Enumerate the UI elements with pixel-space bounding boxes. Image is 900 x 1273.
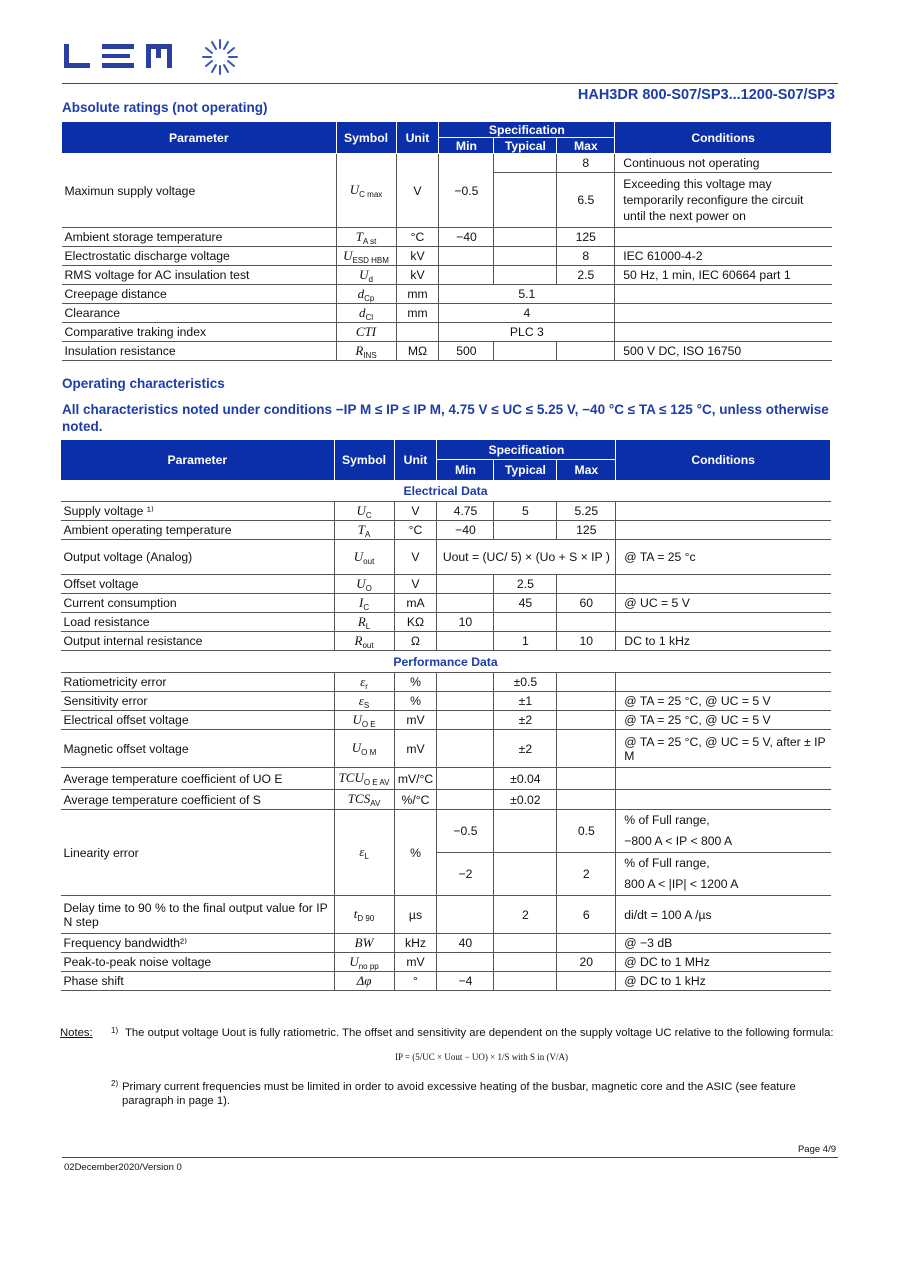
table-row: Insulation resistance $R_{INS}$ MΩ 500 500 V DC, ISO 16750 xyxy=(62,342,832,361)
table-row: Load resistance $R_L$ KΩ 10 xyxy=(61,613,831,632)
absolute-ratings-title: Absolute ratings (not operating) xyxy=(62,100,268,115)
table-row: Output internal resistance $R_{out}$ Ω 1 10 DC to 1 kHz xyxy=(61,632,831,651)
table-row: Output voltage (Analog) $U_{out}$ V Uout = (UC/ 5) × (Uo + S × IP ) @ TA = 25 °c xyxy=(61,540,831,575)
footer-rule xyxy=(62,1157,838,1158)
document-title: HAH3DR 800-S07/SP3...1200-S07/SP3 xyxy=(577,87,835,103)
col-parameter: Parameter xyxy=(62,122,337,154)
operating-title: Operating characteristics xyxy=(62,376,225,391)
table-row: Average temperature coefficient of S $TCS_{AV}$ %/°C ±0.02 xyxy=(61,790,831,810)
col-typ: Typical xyxy=(494,138,557,154)
absolute-ratings-table xyxy=(61,121,832,361)
note1-text: The output voltage Uout is fully ratiometric. The offset and sensitivity are dependent on the supply voltage UC relative to the following formula: xyxy=(125,1027,834,1039)
table-row: Peak-to-peak noise voltage $U_{no pp}$ mV 20 @ DC to 1 MHz xyxy=(61,953,831,972)
table-row: Sensitivity error $\varepsilon_S$ % ±1 @ TA = 25 °C, @ UC = 5 V xyxy=(61,692,831,711)
table-row: Ambient storage temperature $T_{A st}$ °C −40 125 xyxy=(62,228,832,247)
table-row: Average temperature coefficient of UO E $TCU_{O E AV}$ mV/°C ±0.04 xyxy=(61,768,831,790)
performance-data-band: Performance Data xyxy=(61,651,831,673)
col-symbol: Symbol xyxy=(336,122,396,154)
table-row: −2 2 % of Full range, 800 A < |IP| < 1200 A xyxy=(61,853,831,896)
note1-formula: IP = (5/UC × Uout − UO) × 1/S with S in (V/A) xyxy=(395,1052,568,1062)
table-row: Current consumption $I_C$ mA 45 60 @ UC = 5 V xyxy=(61,594,831,613)
lem-logo xyxy=(64,36,244,85)
table-row: Comparative traking index CTI PLC 3 xyxy=(62,323,832,342)
note1-mark: 1) xyxy=(111,1026,119,1035)
notes-label: Notes: xyxy=(60,1027,93,1039)
table-row: Clearance $d_{Cl}$ mm 4 xyxy=(62,304,832,323)
operating-subtitle: All characteristics noted under conditions −IP M ≤ IP ≤ IP M, 4.75 V ≤ UC ≤ 5.25 V, −40 °C ≤ TA ≤ 125 °C, unless otherwise noted. xyxy=(62,402,829,434)
table-row: Electrical offset voltage $U_{O E}$ mV ±2 @ TA = 25 °C, @ UC = 5 V xyxy=(61,711,831,730)
table-row: 6.5 Exceeding this voltage may temporarily reconfigure the circuit until the next power on xyxy=(62,173,832,228)
operating-table: Parameter Symbol Unit Specification Conditions Min Typical Max Electrical Data Supply voltage ¹⁾ $U_C$ V 4.75 5 5.25 Ambient operating temperature $T_A$ °C −40 125 Output voltage (Analog) $U_{out}$ V Uout = (UC/ 5) × (Uo + S × IP ) @ TA = 25 °c Offset voltage $U_O$ V 2.5 Current consumption $I_C$ mA 45 60 @ UC = 5 V Load resistance $R_L$ KΩ 10 Output internal resistance $R_{out}$ Ω 1 10 DC to 1 kHz Performance Data Ratiometricity error $\varepsilon_r$ % ±0.5 Sensitivity error $\varepsilon_S$ % ±1 @ TA = 25 °C, @ UC = 5 V Electrical offset voltage $U_{O E}$ mV ±2 @ TA = 25 °C, @ UC = 5 V Magnetic offset voltage $U_{O M}$ mV ±2 @ TA = 25 °C, @ UC = 5 V, after ± IP M Average temperature coefficient of UO E $TCU_{O E AV}$ mV/°C ±0.04 Average temperature coefficient of S $TCS_{AV}$ %/°C ±0.02 Linearity error $\varepsilon_L$ % −0.5 0.5 % of Full range, −800 A < IP < 800 A −2 2 % of Full range, 800 A < |IP| < 1200 A Delay time to 90 % to the final output value for IP N step $t_{D 90}$ µs 2 6 di/dt = 100 A /µs Frequency bandwidth²⁾ BW kHz 40 @ −3 dB Peak-to-peak noise voltage $U_{no pp}$ mV 20 @ DC to 1 MHz Phase shift Δφ ° −4 @ DC to 1 kHz xyxy=(60,439,831,991)
table-row: Supply voltage ¹⁾ $U_C$ V 4.75 5 5.25 xyxy=(61,502,831,521)
version-label: 02December2020/Version 0 xyxy=(64,1162,182,1173)
note2-text: Primary current frequencies must be limited in order to avoid excessive heating of the busbar, magnetic core and the ASIC (see feature paragraph in page 1). xyxy=(122,1081,796,1107)
table-row: Frequency bandwidth²⁾ BW kHz 40 @ −3 dB xyxy=(61,934,831,953)
table-row: Magnetic offset voltage $U_{O M}$ mV ±2 @ TA = 25 °C, @ UC = 5 V, after ± IP M xyxy=(61,730,831,768)
table-row: Linearity error $\varepsilon_L$ % −0.5 0.5 % of Full range, −800 A < IP < 800 A xyxy=(61,810,831,853)
table-row: Maximun supply voltage $U_{C max}$ V −0.5 8 Continuous not operating xyxy=(62,154,832,173)
col-unit: Unit xyxy=(396,122,439,154)
col-specification: Specification xyxy=(439,122,615,138)
table-row: Ratiometricity error $\varepsilon_r$ % ±0.5 xyxy=(61,673,831,692)
table-row: Electrostatic discharge voltage $U_{ESD HBM}$ kV 8 IEC 61000-4-2 xyxy=(62,247,832,266)
table-row: Ambient operating temperature $T_A$ °C −40 125 xyxy=(61,521,831,540)
table-row: Creepage distance $d_{Cp}$ mm 5.1 xyxy=(62,285,832,304)
table-row: Delay time to 90 % to the final output value for IP N step $t_{D 90}$ µs 2 6 di/dt = 100 A /µs xyxy=(61,896,831,934)
header-rule xyxy=(62,83,838,84)
col-conditions: Conditions xyxy=(615,122,832,154)
note2-mark: 2) xyxy=(111,1079,119,1088)
electrical-data-band: Electrical Data xyxy=(61,481,831,502)
table-row: Phase shift Δφ ° −4 @ DC to 1 kHz xyxy=(61,972,831,991)
table-row: Offset voltage $U_O$ V 2.5 xyxy=(61,575,831,594)
col-max: Max xyxy=(557,138,615,154)
table-row: RMS voltage for AC insulation test $U_d$ kV 2.5 50 Hz, 1 min, IEC 60664 part 1 xyxy=(62,266,832,285)
col-min: Min xyxy=(439,138,494,154)
page-number: Page 4/9 xyxy=(797,1144,836,1155)
